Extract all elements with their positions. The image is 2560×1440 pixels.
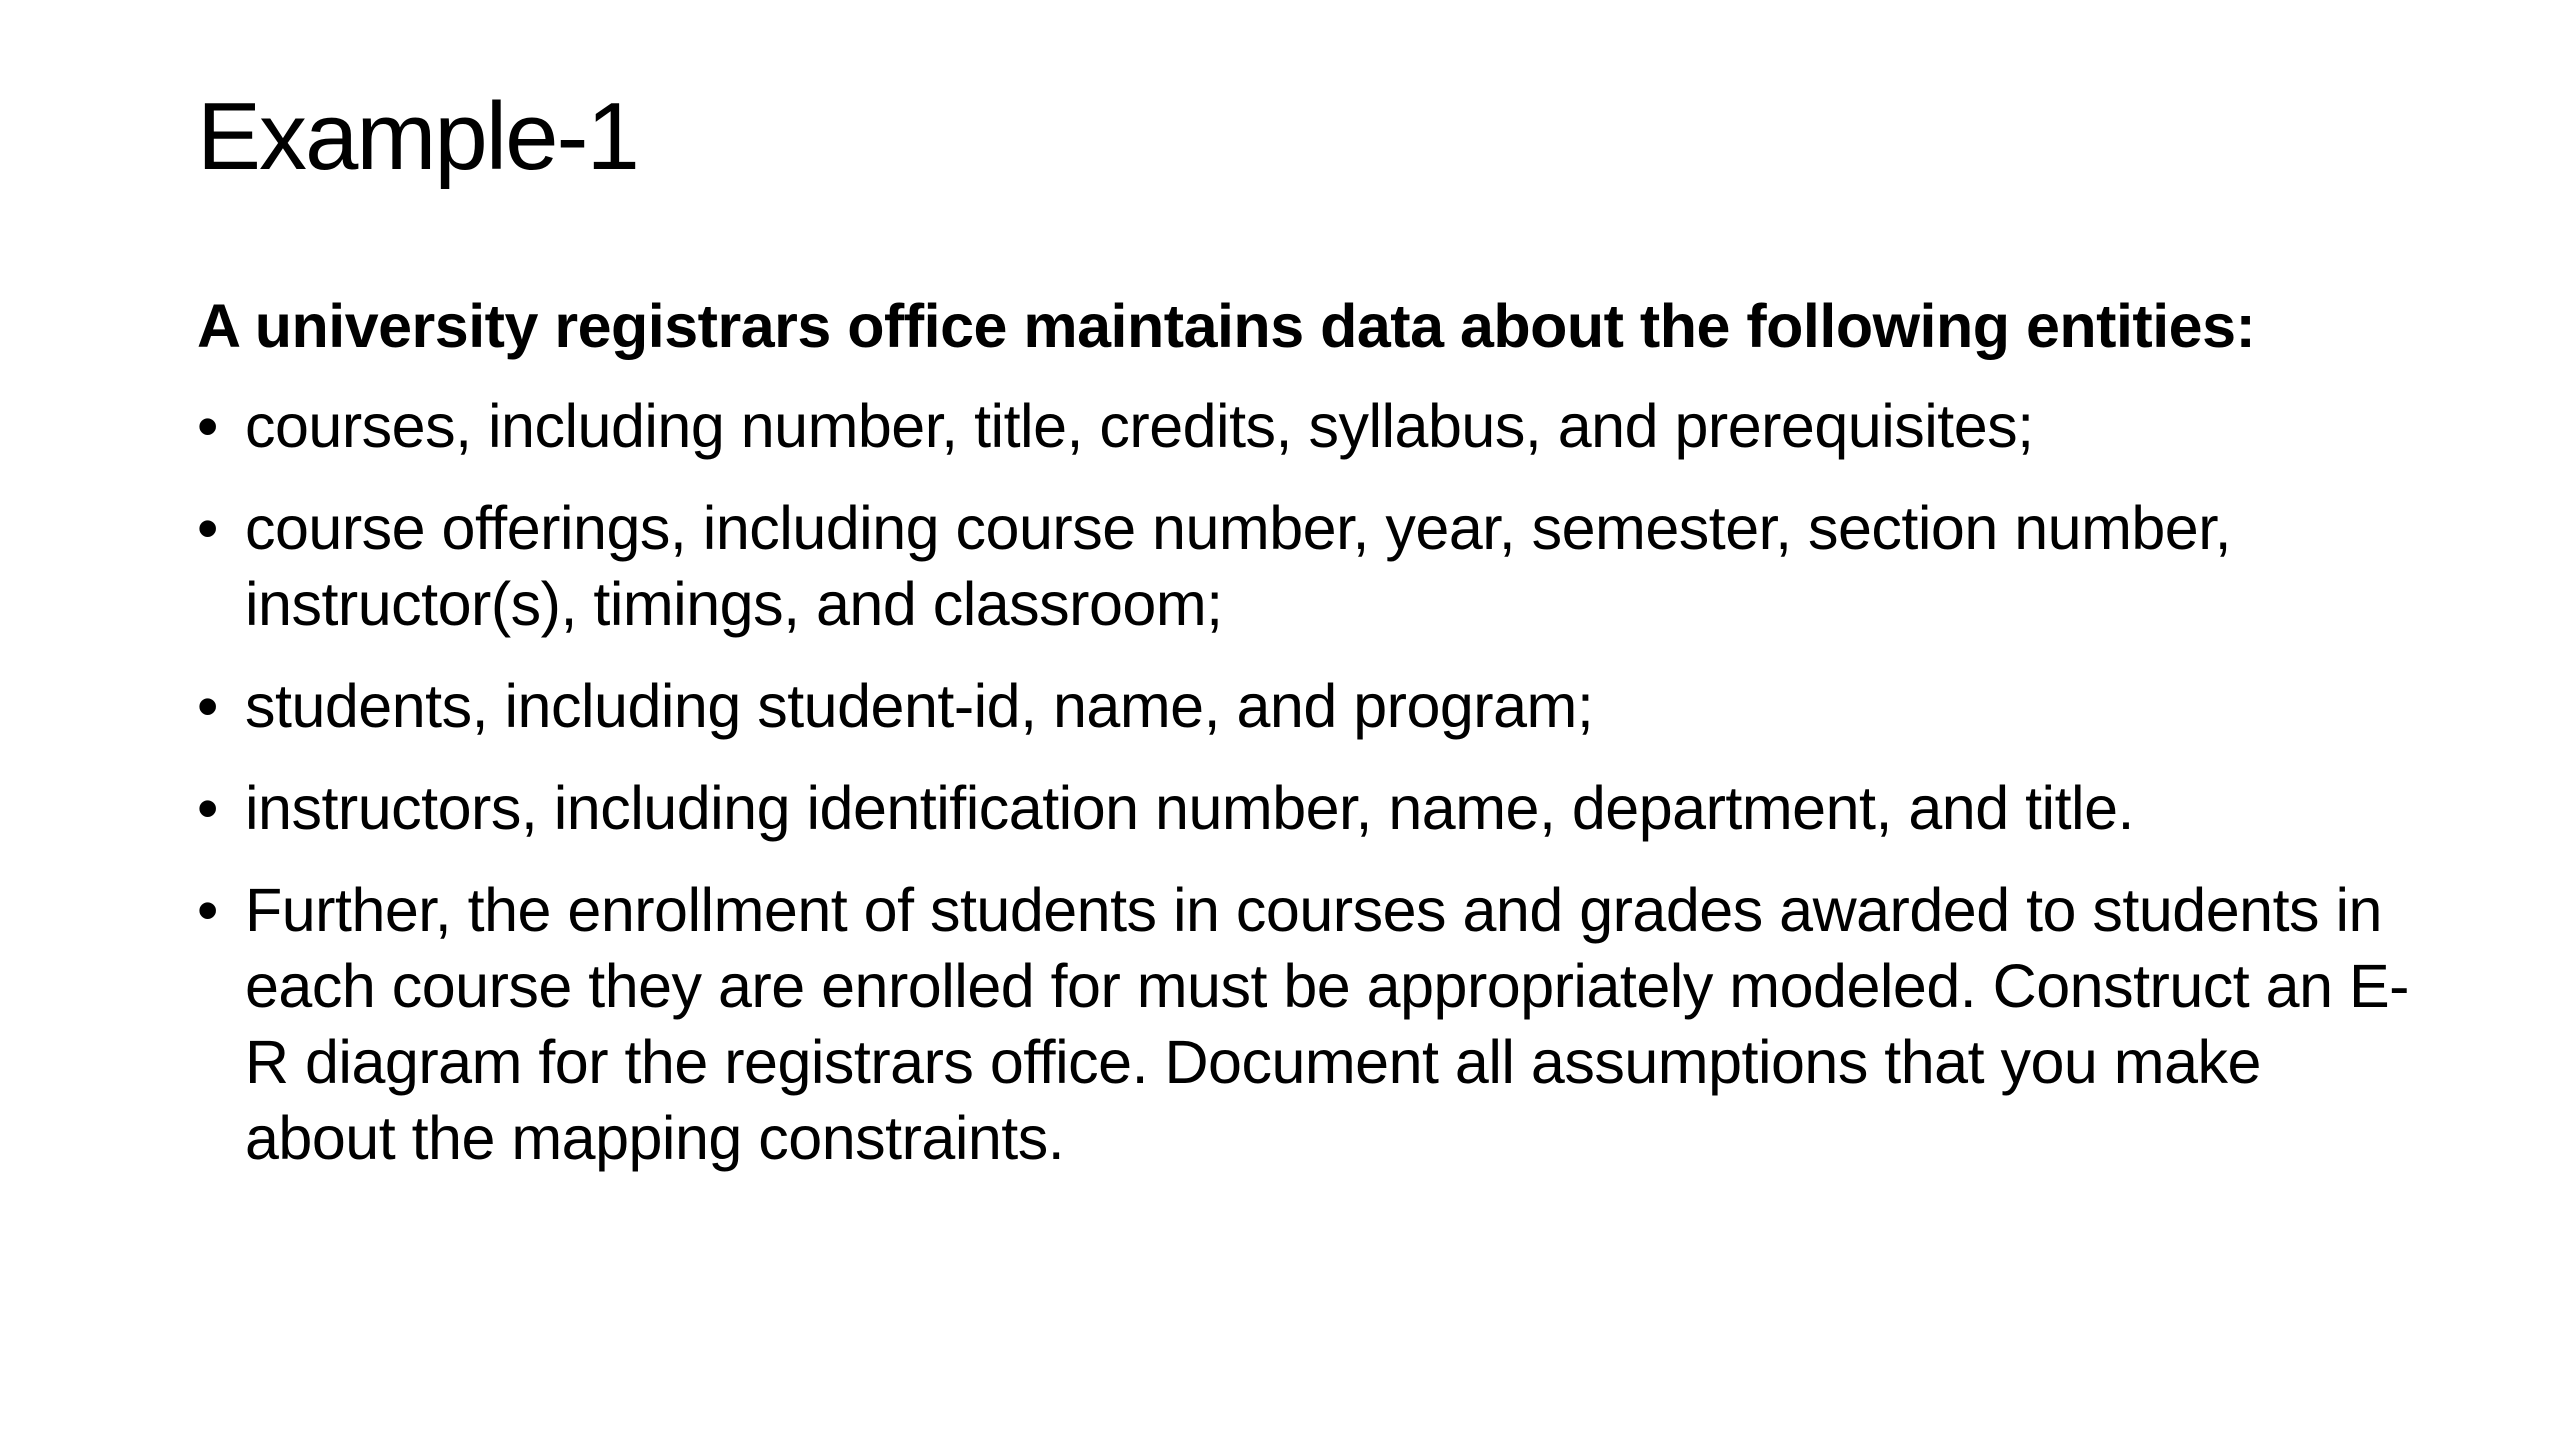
bullet-item-enrollment (197, 872, 2427, 1176)
bullet-text: instructors, including identification number, name, department, and title. (245, 774, 2134, 842)
slide-title: Example-1 (197, 83, 638, 190)
bullet-item-course-offerings (197, 490, 2427, 642)
bullet-item-courses (197, 388, 2427, 464)
bullet-text: courses, including number, title, credits, syllabus, and prerequisites; (245, 392, 2034, 460)
slide-body (197, 288, 2427, 1202)
bullet-text: course offerings, including course number, year, semester, section number, instructor(s), timings, and classroom; (245, 494, 2232, 638)
bullet-icon: • (197, 876, 218, 944)
bullet-icon: • (197, 392, 218, 460)
bullet-text: Further, the enrollment of students in courses and grades awarded to students in each course they are enrolled for must be appropriately modeled. Construct an E-R diagram for the registrars office. Document all assumptions that you make about the mapping constraints. (245, 876, 2409, 1172)
bullet-item-instructors (197, 770, 2427, 846)
bullet-icon: • (197, 494, 218, 562)
bullet-list (197, 388, 2427, 1176)
intro-text: A university registrars office maintains data about the following entities: (197, 292, 2256, 360)
bullet-item-students (197, 668, 2427, 744)
bullet-text: students, including student-id, name, and program; (245, 672, 1594, 740)
bullet-icon: • (197, 672, 218, 740)
bullet-icon: • (197, 774, 218, 842)
